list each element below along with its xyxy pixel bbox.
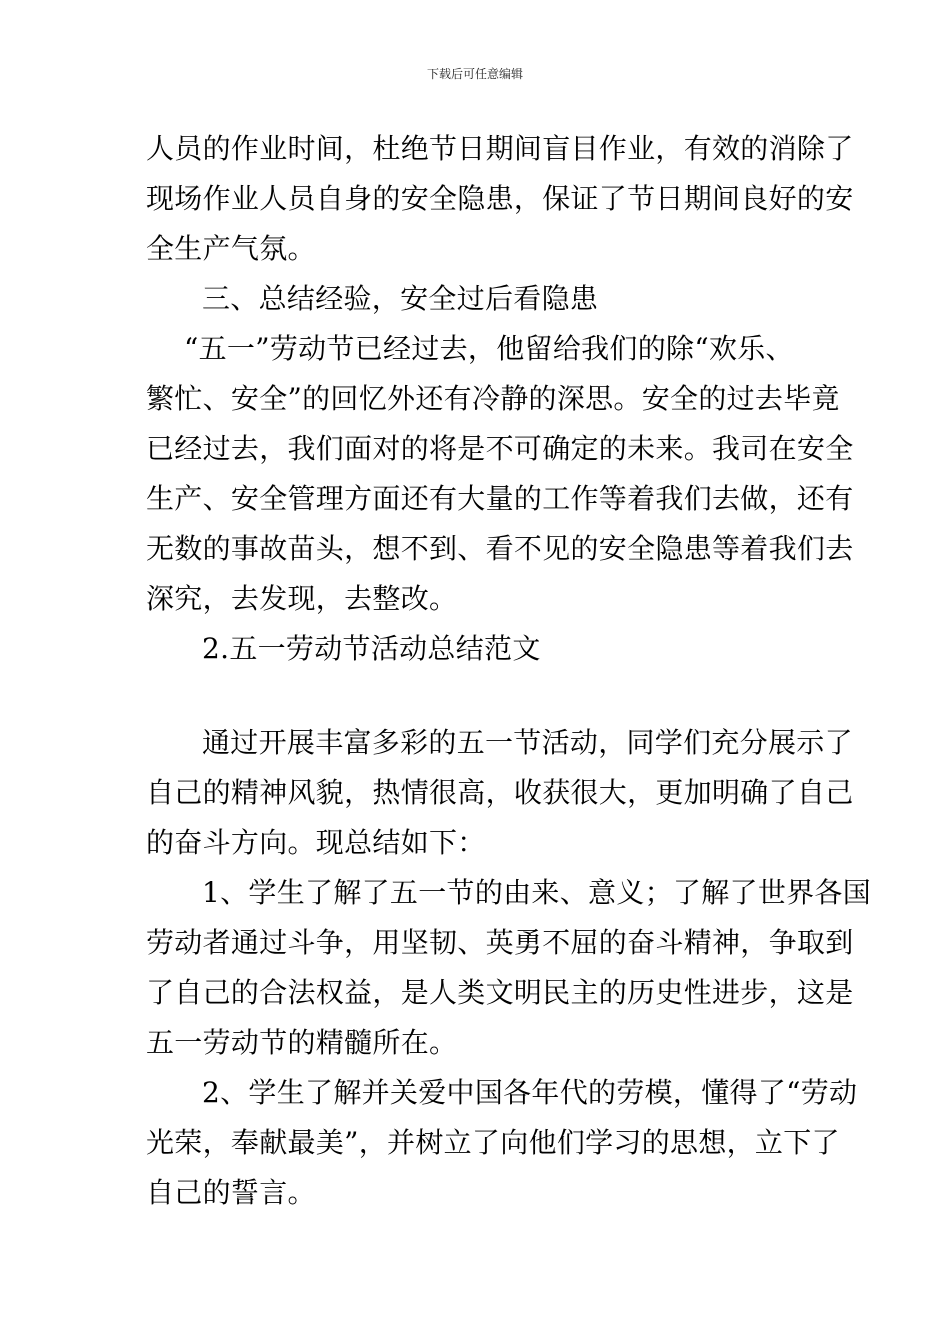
text-line: “五一”劳动节已经过去，他留给我们的除“欢乐、 [184, 332, 794, 365]
text-line: 的奋斗方向。现总结如下： [146, 826, 486, 859]
text-line: 了自己的合法权益，是人类文明民主的历史性进步，这是 [146, 976, 854, 1009]
text-line: 深究，去发现，去整改。 [146, 582, 458, 615]
text-line: 1、学生了解了五一节的由来、意义；了解了世界各国 [202, 876, 872, 909]
text-line: 五一劳动节的精髓所在。 [146, 1026, 458, 1059]
text-line: 2、学生了解并关爱中国各年代的劳模，懂得了“劳动 [202, 1076, 858, 1109]
text-line: 已经过去，我们面对的将是不可确定的未来。我司在安全 [146, 432, 854, 465]
text-line: 通过开展丰富多彩的五一节活动，同学们充分展示了 [202, 726, 853, 759]
text-line: 劳动者通过斗争，用坚韧、英勇不屈的奋斗精神，争取到 [146, 926, 854, 959]
section-title: 2.五一劳动节活动总结范文 [202, 632, 541, 665]
text-line: 全生产气氛。 [146, 232, 316, 265]
text-line: 繁忙、安全”的回忆外还有冷静的深思。安全的过去毕竟 [146, 382, 840, 415]
text-line: 光荣，奉献最美”，并树立了向他们学习的思想，立下了 [146, 1126, 840, 1159]
text-line: 无数的事故苗头，想不到、看不见的安全隐患等着我们去 [146, 532, 854, 565]
text-line: 生产、安全管理方面还有大量的工作等着我们去做，还有 [146, 482, 854, 515]
text-line: 自己的精神风貌，热情很高，收获很大，更加明确了自己 [146, 776, 854, 809]
text-line: 自己的誓言。 [146, 1176, 316, 1209]
page-header-note: 下载后可任意编辑 [426, 67, 523, 81]
text-line: 现场作业人员自身的安全隐患，保证了节日期间良好的安 [146, 182, 854, 215]
text-line: 人员的作业时间，杜绝节日期间盲目作业，有效的消除了 [146, 132, 854, 165]
section-heading: 三、总结经验，安全过后看隐患 [202, 282, 599, 315]
